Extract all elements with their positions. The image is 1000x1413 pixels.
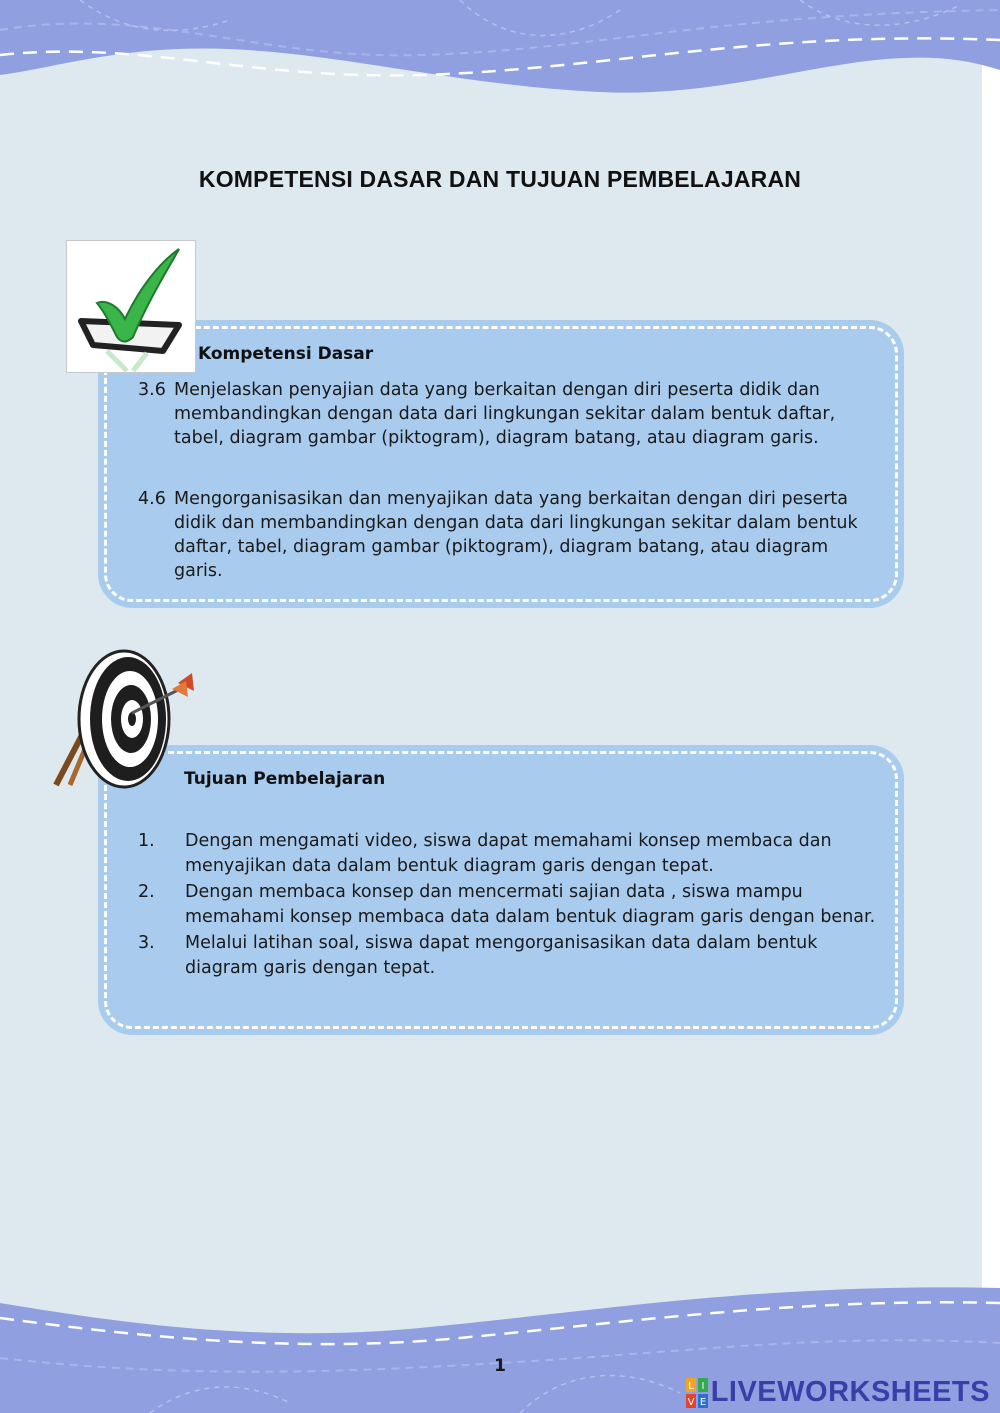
top-wave-decoration — [0, 0, 1000, 110]
kompetensi-dasar-panel — [98, 320, 904, 608]
tujuan-pembelajaran-heading: Tujuan Pembelajaran — [184, 769, 386, 789]
tujuan-item-text: Melalui latihan soal, siswa dapat mengorganisasikan data dalam bentuk diagram garis dengan tepat. — [185, 933, 818, 978]
page-title: KOMPETENSI DASAR DAN TUJUAN PEMBELAJARAN — [198, 166, 802, 192]
target-icon — [52, 645, 202, 790]
tujuan-item — [138, 829, 878, 879]
logo-letter: V — [687, 1396, 695, 1408]
tujuan-item-text: Dengan mengamati video, siswa dapat memahami konsep membaca dan menyajikan data dalam bentuk diagram garis dengan tepat. — [185, 831, 832, 876]
kompetensi-item-number: 4.6 — [138, 489, 166, 509]
liveworksheets-wordmark[interactable]: LIVEWORKSHEETS — [710, 1376, 990, 1408]
liveworksheets-brand — [686, 1376, 990, 1409]
tujuan-pembelajaran-panel — [98, 745, 904, 1035]
tujuan-item-text: Dengan membaca konsep dan mencermati sajian data , siswa mampu memahami konsep membaca data dalam bentuk diagram garis dengan benar. — [185, 882, 876, 927]
page-right-edge — [982, 0, 1000, 1413]
tujuan-item-number: 2. — [138, 882, 155, 902]
tujuan-item-number: 3. — [138, 933, 155, 953]
kompetensi-item-text: Mengorganisasikan dan menyajikan data yang berkaitan dengan diri peserta didik dan membandingkan dengan data dari lingkungan sekitar dalam bentuk daftar, tabel, diagram gambar (piktogram), diagram batang, atau diagram garis. — [174, 489, 858, 581]
tujuan-list — [138, 829, 878, 982]
kompetensi-dasar-heading: Kompetensi Dasar — [198, 344, 374, 364]
kompetensi-item — [138, 378, 878, 450]
kompetensi-item — [138, 487, 878, 583]
tujuan-item — [138, 880, 878, 930]
page-number: 1 — [494, 1356, 506, 1376]
kompetensi-item-text: Menjelaskan penyajian data yang berkaitan dengan diri peserta didik dan membandingkan dengan data dari lingkungan sekitar dalam bentuk daftar, tabel, diagram gambar (piktogram), diagram batang, atau diagram garis. — [174, 380, 836, 448]
kompetensi-item-number: 3.6 — [138, 380, 166, 400]
logo-letter: L — [687, 1380, 694, 1392]
tujuan-item — [138, 931, 878, 981]
logo-letter: E — [699, 1396, 706, 1408]
checkmark-box-icon — [66, 240, 196, 373]
logo-letter: I — [701, 1380, 705, 1392]
tujuan-item-number: 1. — [138, 831, 155, 851]
liveworksheets-logo-icon — [686, 1378, 708, 1408]
